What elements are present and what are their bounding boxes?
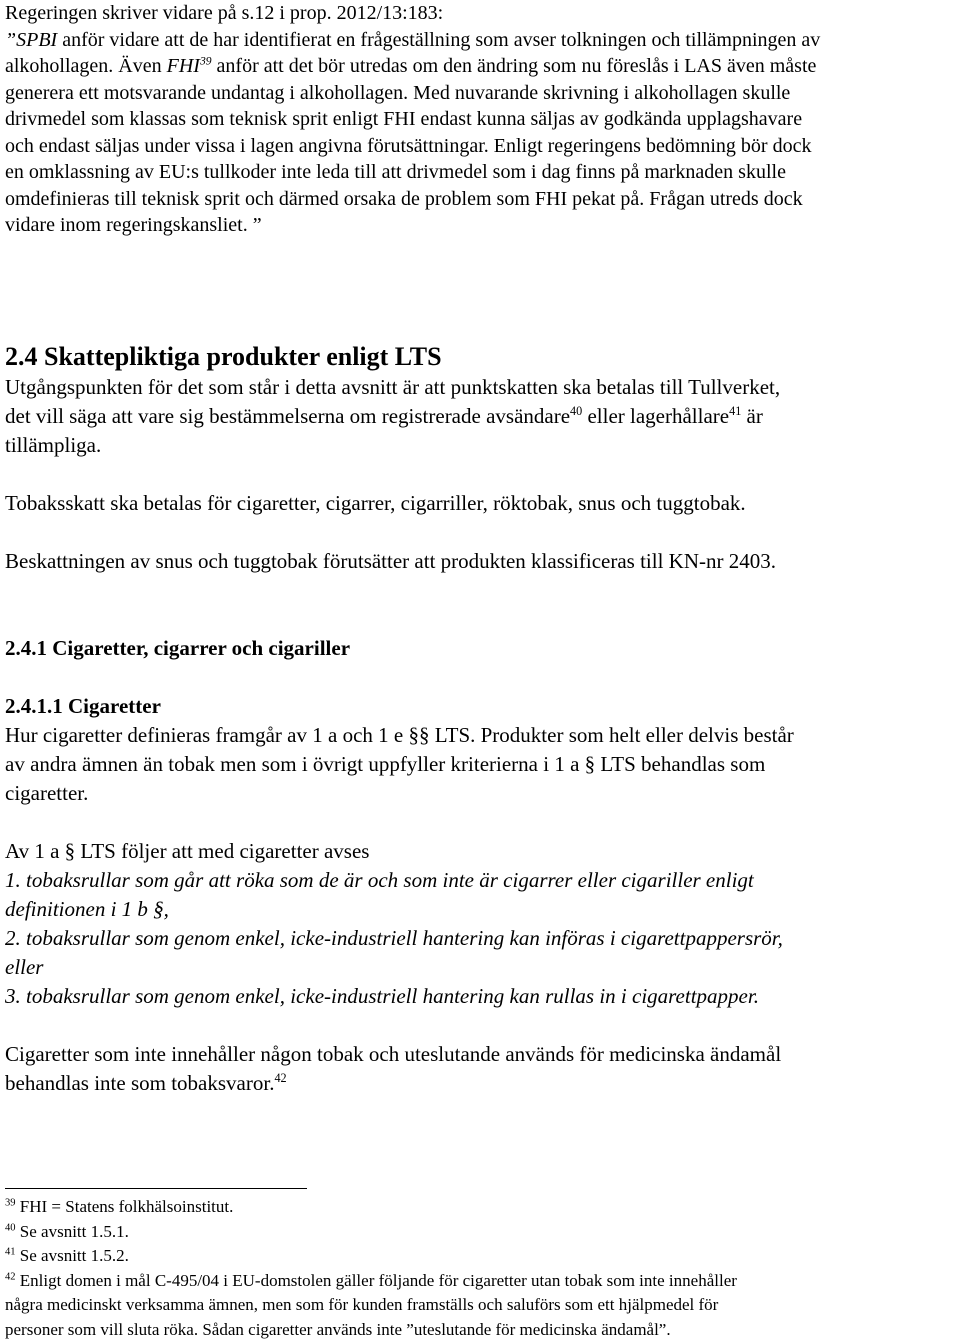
footnote [5, 1195, 737, 1220]
para-line: Hur cigaretter definieras framgår av 1 a och 1 e §§ LTS. Produkter som helt eller delvis består [5, 723, 794, 747]
main-content [5, 341, 794, 1098]
intro-line: omdefinieras till teknisk sprit och därmed orsaka de problem som FHI pekat på. Frågan utreds dock [5, 186, 820, 213]
footnote-number: 42 [5, 1271, 16, 1282]
paragraph [5, 1040, 794, 1098]
para-line: cigaretter. [5, 781, 88, 805]
footnote-divider [5, 1188, 307, 1189]
footnote-number: 41 [5, 1246, 16, 1257]
para-line: eller lagerhållare [582, 404, 729, 428]
section-heading-2-4-1: 2.4.1 Cigaretter, cigarrer och cigariller [5, 634, 794, 663]
footnotes [5, 1195, 737, 1342]
list-item: 1. tobaksrullar som går att röka som de är och som inte är cigarrer eller cigariller enligt [5, 868, 754, 892]
footnote-ref: 41 [729, 404, 741, 418]
quote-mark: ” [5, 29, 16, 51]
intro-text: alkohollagen. Även [5, 55, 167, 77]
intro-line: vidare inom regeringskansliet. ” [5, 212, 820, 239]
para-line: tillämpliga. [5, 433, 101, 457]
footnote [5, 1244, 737, 1269]
footnote-number: 39 [5, 1197, 16, 1208]
list-item: 2. tobaksrullar som genom enkel, icke-industriell hantering kan införas i cigarettpappersrör, [5, 926, 783, 950]
intro-line: Regeringen skriver vidare på s.12 i prop. 2012/13:183: [5, 0, 820, 27]
fhi-abbrev: FHI [167, 55, 200, 77]
intro-line: generera ett motsvarande undantag i alkohollagen. Med nuvarande skrivning i alkohollagen skulle [5, 80, 820, 107]
footnote-number: 40 [5, 1222, 16, 1233]
list-item: 3. tobaksrullar som genom enkel, icke-industriell hantering kan rullas in i cigarettpapper. [5, 984, 759, 1008]
footnote-continuation: några medicinskt verksamma ämnen, men som för kunden framställs och saluförs som ett hjälpmedel för [5, 1293, 737, 1318]
intro-line: drivmedel som klassas som teknisk sprit enligt FHI endast kunna säljas av godkända upplagshavare [5, 106, 820, 133]
list-item: definitionen i 1 b §, [5, 897, 169, 921]
intro-text: anför vidare att de har identifierat en frågeställning som avser tolkningen och tillämpningen av [57, 29, 820, 51]
intro-quote [5, 0, 820, 239]
footnote [5, 1220, 737, 1245]
paragraph [5, 373, 794, 460]
list-lead: Av 1 a § LTS följer att med cigaretter avses [5, 839, 369, 863]
para-line: behandlas inte som tobaksvaror. [5, 1071, 274, 1095]
footnote-continuation: personer som vill sluta röka. Sådan cigaretter används inte ”uteslutande för medicinska ändamål”. [5, 1318, 737, 1342]
footnote-text: Enligt domen i mål C-495/04 i EU-domstolen gäller följande för cigaretter utan tobak som inte innehåller [16, 1271, 737, 1290]
section-heading-2-4-1-1: 2.4.1.1 Cigaretter [5, 692, 794, 721]
footnote [5, 1269, 737, 1294]
intro-line [5, 53, 820, 80]
paragraph: Beskattningen av snus och tuggtobak förutsätter att produkten klassificeras till KN-nr 2403. [5, 547, 794, 576]
section-heading-2-4: 2.4 Skattepliktiga produkter enligt LTS [5, 341, 794, 373]
para-line: Utgångspunkten för det som står i detta avsnitt är att punktskatten ska betalas till Tullverket, [5, 375, 780, 399]
paragraph [5, 837, 794, 1011]
para-line: Cigaretter som inte innehåller någon tobak och uteslutande används för medicinska ändamål [5, 1042, 781, 1066]
footnote-text: FHI = Statens folkhälsoinstitut. [16, 1197, 234, 1216]
intro-line [5, 27, 820, 54]
footnote-ref: 40 [570, 404, 582, 418]
para-line: av andra ämnen än tobak men som i övrigt uppfyller kriterierna i 1 a § LTS behandlas som [5, 752, 765, 776]
spbi-abbrev: SPBI [16, 29, 57, 51]
para-line: det vill säga att vare sig bestämmelserna om registrerade avsändare [5, 404, 570, 428]
list-item: eller [5, 955, 43, 979]
footnote-ref: 42 [274, 1071, 286, 1085]
footnote-ref: 39 [200, 54, 212, 67]
intro-line: en omklassning av EU:s tullkoder inte leda till att drivmedel som i dag finns på marknaden skulle [5, 159, 820, 186]
footnote-text: Se avsnitt 1.5.1. [16, 1222, 129, 1241]
intro-line: och endast säljas under vissa i lagen angivna förutsättningar. Enligt regeringens bedömning bör dock [5, 133, 820, 160]
para-line: är [741, 404, 763, 428]
paragraph: Tobaksskatt ska betalas för cigaretter, cigarrer, cigarriller, röktobak, snus och tuggtobak. [5, 489, 794, 518]
footnote-text: Se avsnitt 1.5.2. [16, 1246, 129, 1265]
paragraph [5, 721, 794, 808]
intro-text: anför att det bör utredas om den ändring som nu föreslås i LAS även måste [212, 55, 817, 77]
